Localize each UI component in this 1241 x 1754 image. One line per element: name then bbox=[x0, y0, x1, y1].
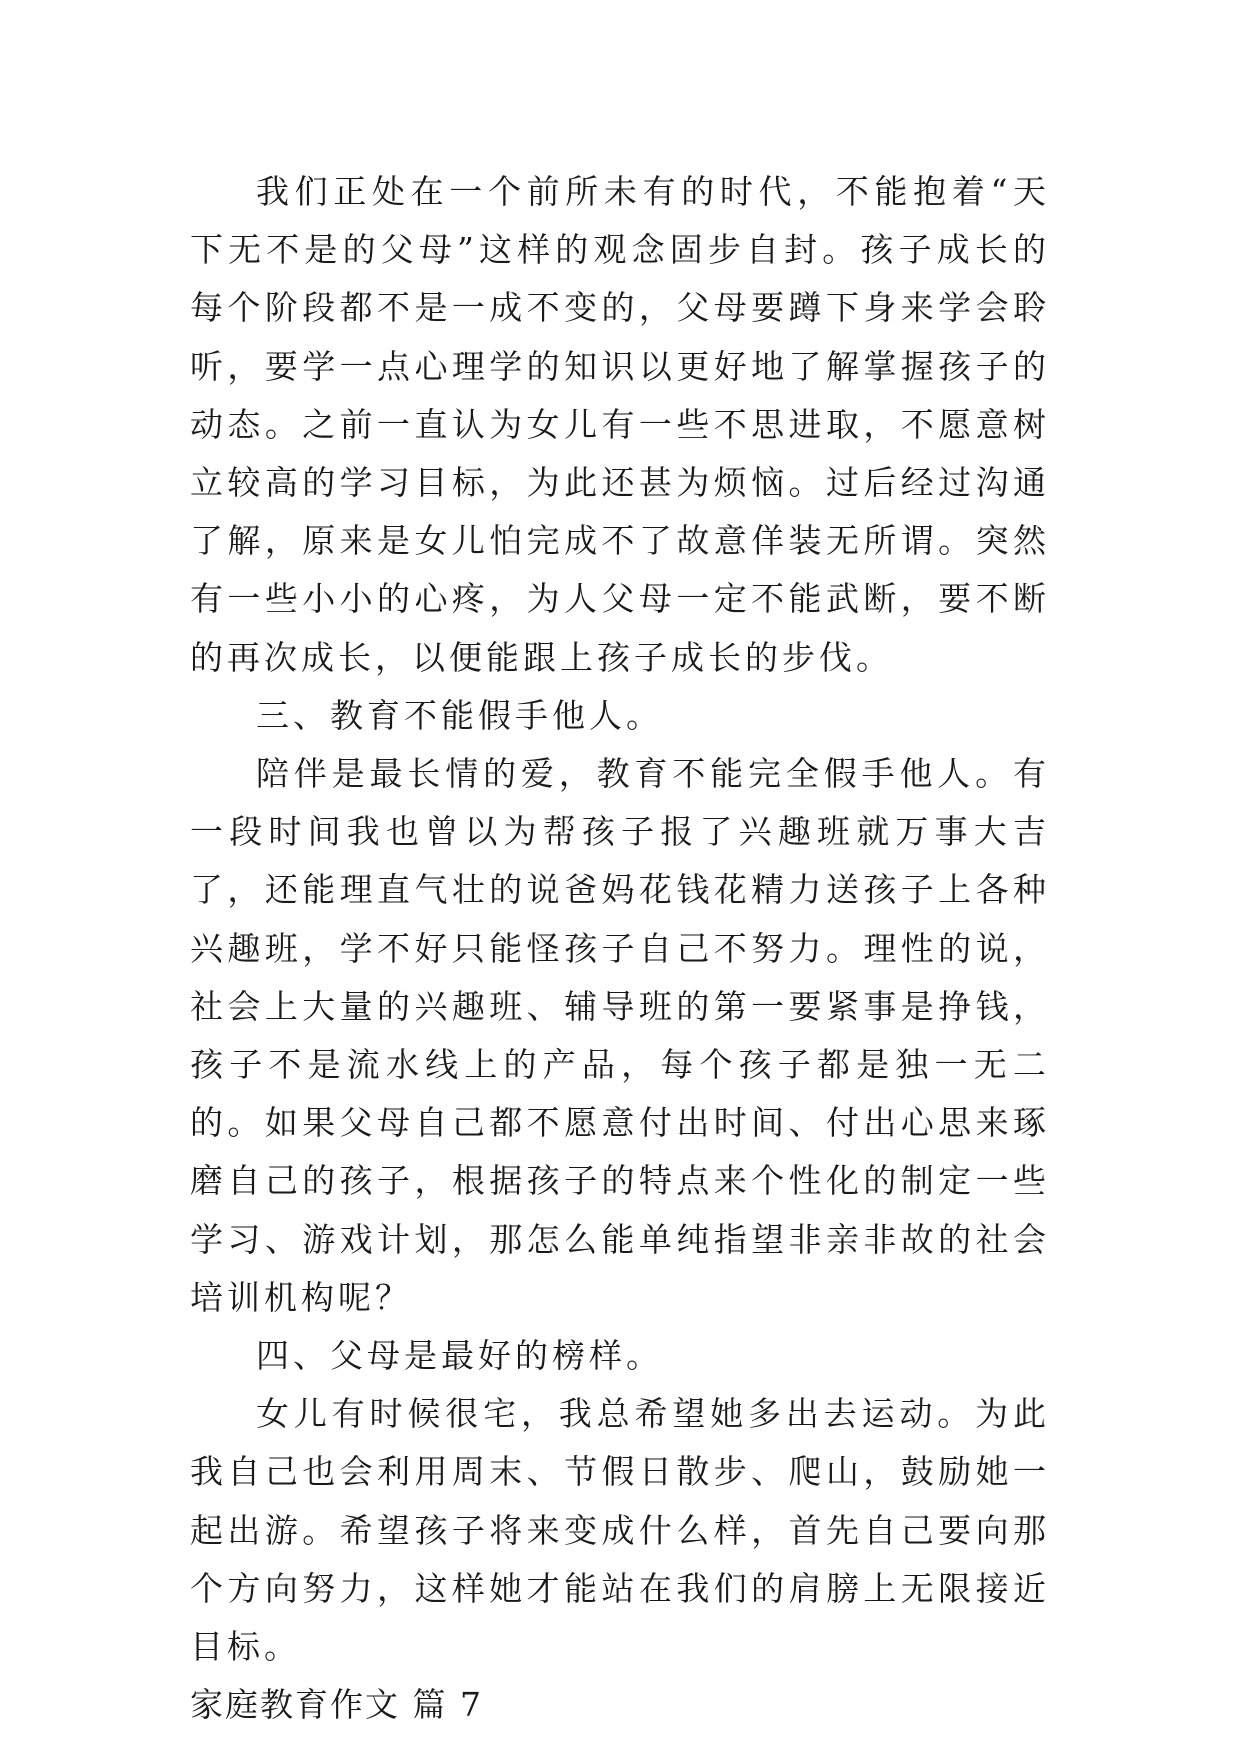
document-page bbox=[190, 163, 1050, 1734]
paragraph-companionship: 陪伴是最长情的爱，教育不能完全假手他人。有一段时间我也曾以为帮孩子报了兴趣班就万事大吉了，还能理直气壮的说爸妈花钱花精力送孩子上各种兴趣班，学不好只能怪孩子自己不努力。理性的说，社会上大量的兴趣班、辅导班的第一要紧事是挣钱，孩子不是流水线上的产品，每个孩子都是独一无二的。如果父母自己都不愿意付出时间、付出心思来琢磨自己的孩子，根据孩子的特点来个性化的制定一些学习、游戏计划，那怎么能单纯指望非亲非故的社会培训机构呢？ bbox=[190, 754, 1050, 1317]
heading-education-not-outsourced: 三、教育不能假手他人。 bbox=[256, 695, 663, 735]
heading-parents-role-models: 四、父母是最好的榜样。 bbox=[256, 1336, 663, 1376]
paragraph-parenting-era: 我们正处在一个前所未有的时代，不能抱着“天下无不是的父母”这样的观念固步自封。孩子成长的每个阶段都不是一成不变的，父母要蹲下身来学会聆听，要学一点心理学的知识以更好地了解掌握孩子的动态。之前一直认为女儿有一些不思进取，不愿意树立较高的学习目标，为此还甚为烦恼。过后经过沟通了解，原来是女儿怕完成不了故意佯装无所谓。突然有一些小小的心疼，为人父母一定不能武断，要不断的再次成长，以便能跟上孩子成长的步伐。 bbox=[190, 172, 1050, 677]
paragraph-daughter-exercise: 女儿有时候很宅，我总希望她多出去运动。为此我自己也会利用周末、节假日散步、爬山，鼓励她一起出游。希望孩子将来变成什么样，首先自己要向那个方向努力，这样她才能站在我们的肩膀上无限接近目标。 bbox=[190, 1394, 1050, 1667]
essay-section-title: 家庭教育作文 篇 7 bbox=[190, 1685, 483, 1725]
